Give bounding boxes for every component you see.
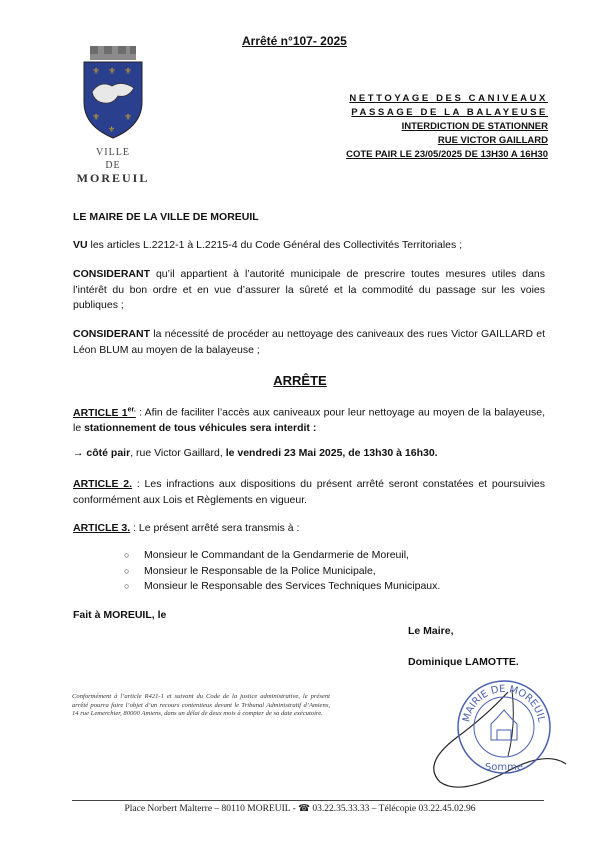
list-item: ○ Monsieur le Commandant de la Gendarmerie de Moreuil, [120,548,440,564]
article-1-text: : Afin de faciliter l’accès aux caniveaux pour leur nettoyage au moyen de la balayeuse, le [73,406,545,434]
considerant-2-paragraph [73,327,545,358]
svg-text:⚜: ⚜ [108,67,117,77]
article-1-paragraph [73,402,545,437]
mayor-heading: LE MAIRE DE LA VILLE DE MOREUIL [73,211,259,223]
signatory-name: Dominique LAMOTTE. [408,656,519,668]
list-item: ○ Monsieur le Responsable de la Police Municipale, [120,564,440,580]
town-name-block [60,146,166,185]
article-3-paragraph [73,521,545,537]
svg-text:⚜: ⚜ [92,113,101,123]
svg-text:⚜: ⚜ [92,67,101,77]
footer-divider [72,800,544,801]
vu-paragraph [73,238,545,254]
mayor-title: Le Maire, [408,625,454,637]
article-2-paragraph [73,477,545,508]
article-1-emphasis: stationnement de tous véhicules sera interdit : [84,422,317,434]
parking-rule [73,446,545,462]
stamp-top-text: MAIRIE DE MOREUIL [461,683,547,724]
subject-line-4: RUE VICTOR GAILLARD [437,135,548,146]
town-line-2: DE [105,160,121,171]
article-2-label: ARTICLE 2. [73,478,133,490]
considerant-2-text: la nécessité de procéder au nettoyage des caniveaux des rues Victor GAILLARD et Léon BLUM au moyen de la balayeuse ; [73,328,545,356]
stamp-bottom-text: Somme [484,762,524,773]
subject-block [346,92,548,162]
article-3-text: : Le présent arrêté sera transmis à : [130,522,300,534]
legal-footnote: Conformément à l’article R421-1 et suivant du Code de la justice administrative, le présent arrêté pourra faire l’objet d’un recours contentieux devant le Tribunal Administratif d’Amiens, 14 rue Lemerchier, 80000 Amiens, dans un délai de deux mois à compter de sa date exécutoire. [72,693,330,718]
town-line-3: MOREUIL [76,171,150,185]
svg-text:⚜: ⚜ [124,67,133,77]
vu-text: les articles L.2212-1 à L.2215-4 du Code Général des Collectivités Territoriales ; [87,239,463,251]
considerant-1-paragraph [73,267,545,314]
subject-line-1: NETTOYAGE DES CANIVEAUX [349,93,548,104]
article-1-superscript: er. [127,406,136,413]
done-at-line: Fait à MOREUIL, le [73,609,167,621]
town-line-1: VILLE [96,147,130,158]
document-title: Arrêté n°107- 2025 [242,34,347,48]
subject-line-3: INTERDICTION DE STATIONNER [401,121,548,132]
article-1-label-text: ARTICLE 1 [73,406,128,419]
svg-text:⚜: ⚜ [108,125,116,134]
svg-text:MAIRIE DE MOREUIL [461,684,546,724]
vu-label: VU [73,239,88,251]
considerant-1-label: CONSIDERANT [73,268,151,280]
parking-date: le vendredi 23 Mai 2025, de 13h30 à 16h30. [225,447,438,459]
subject-line-2: PASSAGE DE LA BALAYEUSE [351,107,548,118]
town-crest-logo [78,44,148,140]
recipients-list [120,548,440,595]
article-3-label: ARTICLE 3. [73,522,131,534]
arrete-heading: ARRÊTE [273,373,327,388]
footer-contact: Place Norbert Malterre – 80110 MOREUIL - ☎ 03.22.35.33.33 – Télécopie 03.22.45.02.96 [124,804,476,814]
article-1-label [73,407,136,419]
list-item: ○ Monsieur le Responsable des Services Techniques Municipaux. [120,579,440,595]
parking-side: → côté pair [73,447,131,459]
article-2-text: : Les infractions aux dispositions du présent arrêté seront constatées et poursuivies conformément aux Lois et Règlements en vigueur. [73,478,545,506]
svg-text:⚜: ⚜ [124,113,133,123]
subject-line-5: COTE PAIR LE 23/05/2025 DE 13H30 A 16H30 [346,149,548,160]
official-stamp [455,678,553,776]
considerant-1-text: qu’il appartient à l’autorité municipale de prescrire toutes mesures utiles dans l’intérêt du bon ordre et en vue d’assurer la sûreté et la commodité du passage sur les voies publiques ; [73,268,545,311]
considerant-2-label: CONSIDERANT [73,328,151,340]
parking-street: , rue Victor Gaillard, [130,447,226,459]
